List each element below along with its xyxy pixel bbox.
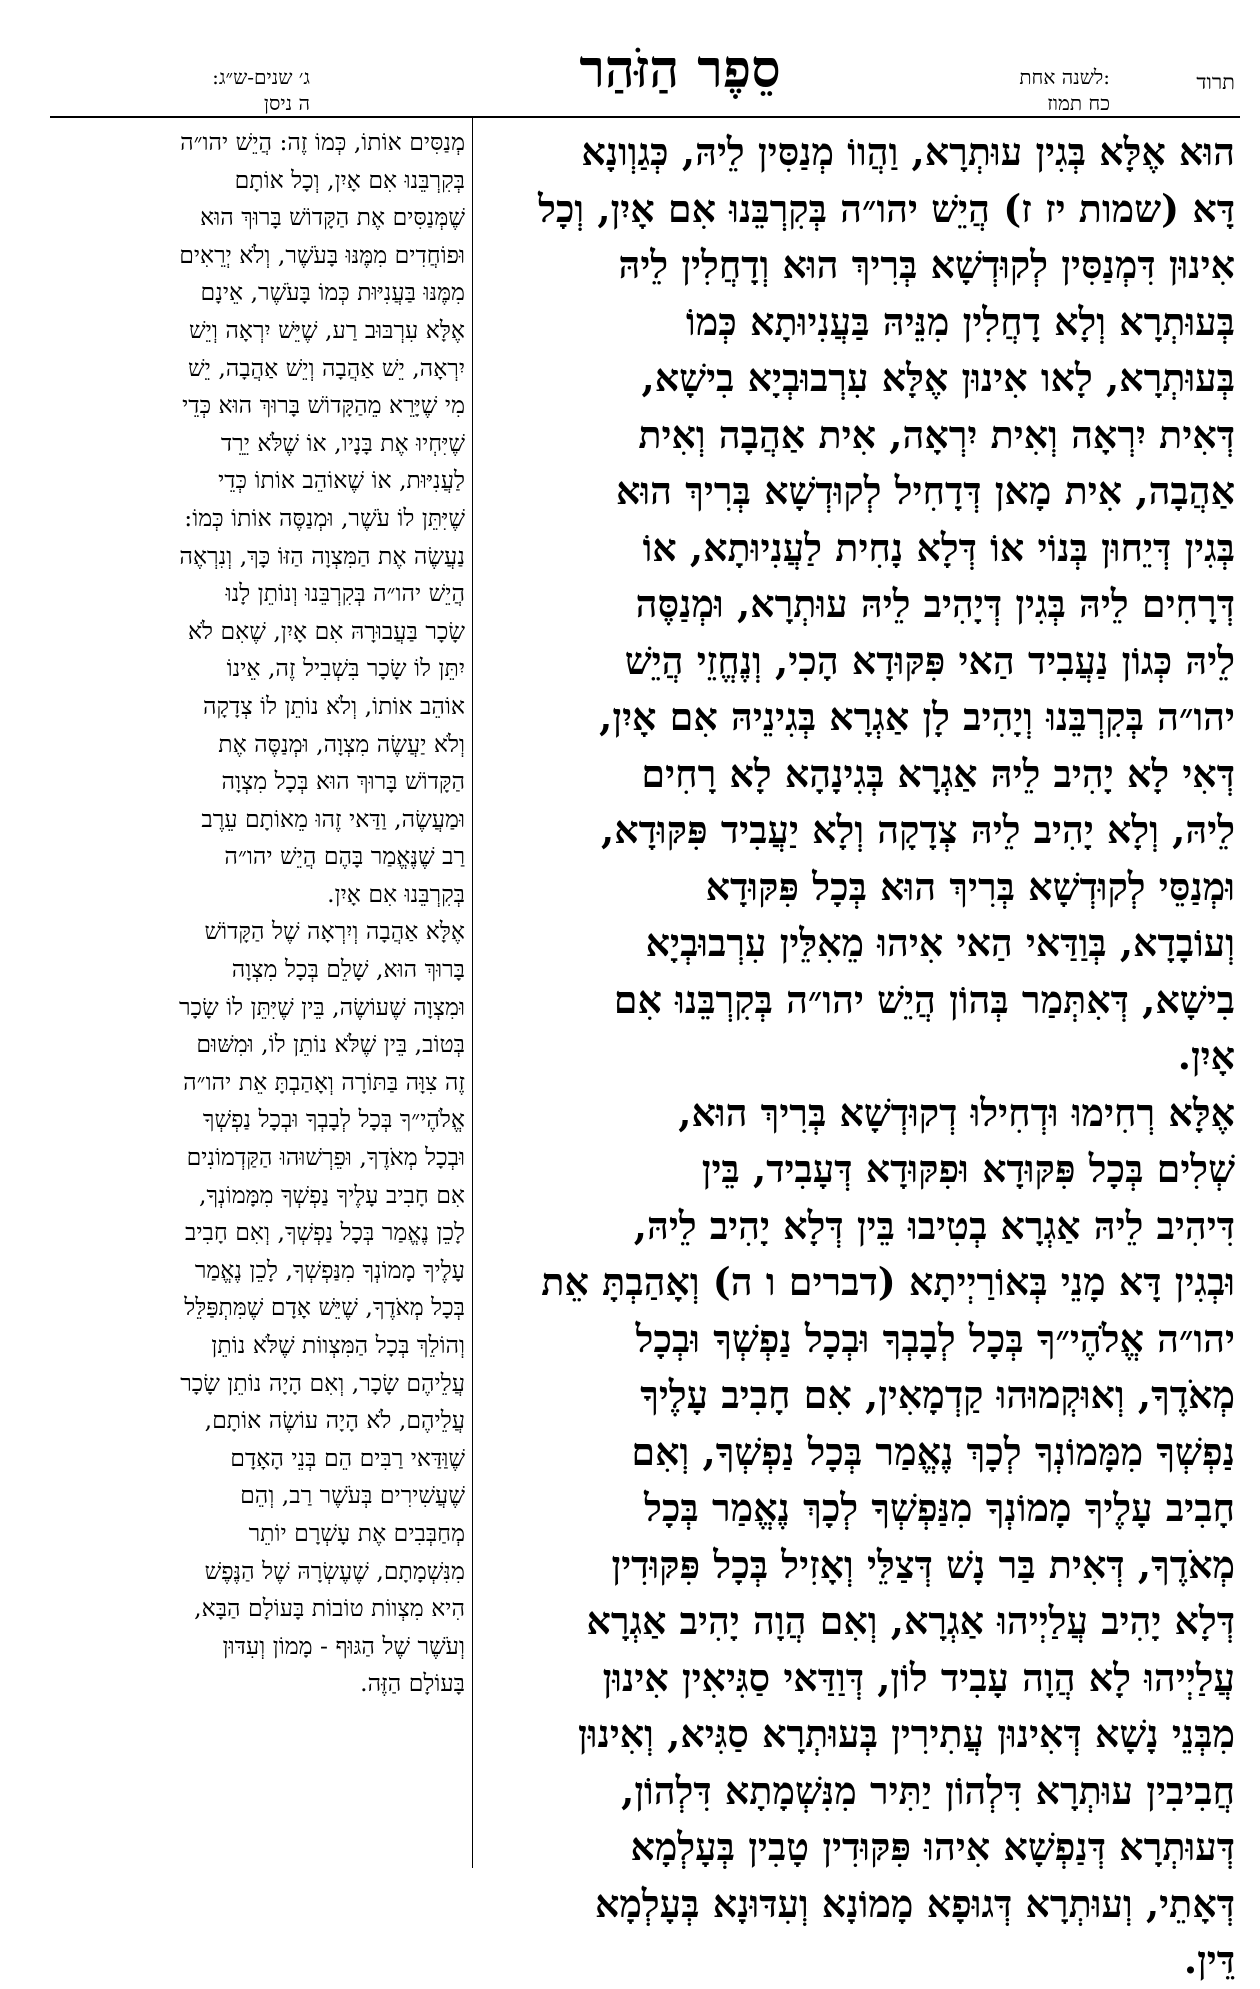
hebrew-translation-line: עָלֶיךָ מָמוֹנְךָ מִנַּפְשְׁךָ, לָכֵן נֶאֱמַר bbox=[194, 1255, 465, 1284]
hebrew-translation-line: שֶׁוַּדַּאי רַבִּים הֵם בְּנֵי הָאָדָם bbox=[230, 1443, 465, 1472]
hebrew-translation-line: בְּקִרְבֵּנוּ אִם אָיִן. bbox=[327, 879, 465, 908]
hebrew-translation-line: בָּרוּךְ הוּא, שָׁלֵם בְּכָל מִצְוָה bbox=[231, 955, 465, 984]
hebrew-translation-line: עֲלֵיהֶם, לֹא הָיָה עוֹשֶׂה אוֹתָם, bbox=[204, 1406, 465, 1435]
aramaic-text-column bbox=[480, 124, 1235, 1982]
hebrew-translation-line: מִי שֶׁיָּרֵא מֵהַקָּדוֹשׁ בָּרוּךְ הוּא כְּדֵי bbox=[182, 391, 465, 420]
daily-schedule bbox=[940, 64, 1110, 116]
aramaic-text-line: מְאֹדֶךָ, דְּאִית בַּר נָשׁ דְּצַלֵּי וְאָזִיל בְּכָל פִּקּוּדִין bbox=[611, 1541, 1235, 1587]
hebrew-translation-line: וּפוֹחֲדִים מִמֶּנּוּ בָּעֹשֶׁר, וְלֹא יְרֵאִים bbox=[179, 240, 465, 269]
hebrew-translation-line: וּמִצְוָה שֶׁעוֹשֶׂה, בֵּין שֶׁיִּתֵּן לוֹ שָׂכָר bbox=[179, 992, 465, 1021]
hebrew-translation-line: יִרְאָה, יֵשׁ אַהֲבָה וְיֵשׁ אַהֲבָה, יֵשׁ bbox=[188, 353, 465, 382]
hebrew-translation-line: בְּכָל מְאֹדֶךָ, שֶׁיֵּשׁ אָדָם שֶׁמִּתְפַּלֵּל bbox=[184, 1293, 465, 1322]
hebrew-translation-line: אֶלָּא עִרְבּוּב רַע, שֶׁיֵּשׁ יִרְאָה וְיֵשׁ bbox=[189, 315, 465, 344]
hebrew-translation-line: לַעֲנִיּוּת, אוֹ שֶׁאוֹהֵב אוֹתוֹ כְּדֵי bbox=[218, 466, 465, 495]
yearly-schedule bbox=[50, 64, 310, 116]
hebrew-translation-line: שָׂכָר בַּעֲבוּרָהּ אִם אָיִן, שֶׁאִם לֹא bbox=[187, 616, 465, 645]
hebrew-translation-line: בְּקִרְבֵּנוּ אִם אָיִן, וְכָל אוֹתָם bbox=[234, 165, 465, 194]
aramaic-text-line: דְּרָחִים לֵיהּ בְּגִין דְּיָהִיב לֵיהּ עוּתְרָא, וּמְנַסֶּה bbox=[635, 581, 1235, 626]
hebrew-translation-line: נַעֲשֶׂה אֶת הַמִּצְוָה הַזּוֹ כָּךְ, וְנִרְאֶה bbox=[179, 541, 465, 570]
aramaic-text-line: לֵיהּ, וְלָא יָהִיב לֵיהּ צְדָקָה וְלָא יַעֲבִיד פִּקּוּדָא, bbox=[601, 807, 1235, 852]
hebrew-translation-line: אֱלֹהֶי״ךָ בְּכָל לְבָבְךָ וּבְכָל נַפְשְׁךָ bbox=[202, 1105, 465, 1134]
hebrew-translation-column bbox=[150, 124, 465, 1864]
page-reference: תרוד bbox=[1196, 70, 1235, 94]
aramaic-text-line: אֶלָּא רְחִימוּ וּדְחִילוּ דְקוּדְשָׁא בְּרִיךְ הוּא, bbox=[678, 1089, 1235, 1135]
header-rule bbox=[50, 116, 1240, 118]
aramaic-text-line: דָּא (שמות יז ז) הֲיֵשׁ יהו״ה בְּקִרְבֵּנוּ אִם אָיִן, וְכָל bbox=[538, 185, 1235, 231]
hebrew-translation-line: בְּטוֹב, בֵּין שֶׁלֹּא נוֹתֵן לוֹ, וּמִשּׁוּם bbox=[196, 1030, 465, 1059]
aramaic-text-line: דְּאָתֵי, וְעוּתְרָא דְּגוּפָא מָמוֹנָא וְעִדּוּנָא בְּעָלְמָא bbox=[594, 1880, 1235, 1926]
hebrew-translation-line: וּמַעֲשֶׂה, וַדַּאי זֶהוּ מֵאוֹתָם עֵרֶב bbox=[201, 804, 465, 833]
aramaic-text-line: אִינוּן דִּמְנַסִּין לְקוּדְשָׁא בְּרִיךְ הוּא וְדָחֲלִין לֵיהּ bbox=[618, 242, 1235, 287]
aramaic-text-line: בִישָׁא, דְּאִתְּמַר בְּהוֹן הֲיֵשׁ יהו״ה בְּקִרְבֵּנוּ אִם bbox=[613, 976, 1235, 1022]
aramaic-text-line: מִבְּנֵי נָשָׁא דְּאִינוּן עֲתִירִין בְּעוּתְרָא סַגִּיא, וְאִינוּן bbox=[578, 1711, 1235, 1756]
aramaic-text-line: וּבְגִין דָּא מָנֵי בְּאוֹרַיְיתָא (דברים ו ה) וְאָהַבְתָּ אֵת bbox=[541, 1259, 1235, 1304]
hebrew-translation-line: אוֹהֵב אוֹתוֹ, וְלֹא נוֹתֵן לוֹ צְדָקָה bbox=[202, 691, 465, 720]
aramaic-text-line: עֲלַיְיהוּ לָא הֲוָה עָבִיד לוֹן, דְּוַדַּאי סַגִּיאִין אִינוּן bbox=[602, 1654, 1235, 1700]
hebrew-translation-line: אִם חָבִיב עָלֶיךָ נַפְשְׁךָ מִמָּמוֹנְךָ, bbox=[199, 1180, 465, 1209]
aramaic-text-line: מְאֹדֶךָ, וְאוּקְמוּהוּ קַדְמָאִין, אִם חָבִיב עָלֶיךָ bbox=[640, 1372, 1235, 1417]
aramaic-text-line: חָבִיב עָלֶיךָ מָמוֹנְךָ מִנַּפְשְׁךָ לְכָךְ נֶאֱמַר בְּכָל bbox=[644, 1485, 1235, 1530]
hebrew-translation-line: הֲיֵשׁ יהו״ה בְּקִרְבֵּנוּ וְנוֹתֵן לָנוּ bbox=[225, 579, 465, 608]
hebrew-translation-line: זֶה צִוָּה בַּתּוֹרָה וְאָהַבְתָּ אֵת יהו״ה bbox=[183, 1067, 465, 1096]
hebrew-translation-line: וְהוֹלֵךְ בְּכָל הַמִּצְווֹת שֶׁלֹּא נוֹתֵן bbox=[211, 1331, 465, 1359]
hebrew-translation-line: עֲלֵיהֶם שָׂכָר, וְאִם הָיָה נוֹתֵן שָׂכָר bbox=[180, 1368, 465, 1397]
hebrew-translation-line: מְחַבְּבִים אֶת עָשְׁרָם יוֹתֵר bbox=[248, 1518, 465, 1547]
hebrew-translation-line: הִיא מִצְווֹת טוֹבוֹת בָּעוֹלָם הַבָּא, bbox=[194, 1594, 465, 1623]
aramaic-text-line: הוּא אֶלָּא בְּגִין עוּתְרָא, וַהֲווֹ מְנַסִּין לֵיהּ, כְּגַוְונָא bbox=[581, 129, 1235, 174]
hebrew-translation-line: וְעֹשֶׁר שֶׁל הַגּוּף - מָמוֹן וְעִדּוּן bbox=[222, 1631, 465, 1660]
aramaic-text-line: דֵּין. bbox=[1183, 1937, 1235, 1982]
aramaic-text-line: יהו״ה בְּקִרְבֵּנוּ וְיָהִיב לָן אַגְרָא בְּגִינֵיהּ אִם אָיִן, bbox=[599, 694, 1235, 739]
hebrew-translation-line: שֶׁיִּתֵּן לוֹ עֹשֶׁר, וּמְנַסֶּה אוֹתוֹ כְּמוֹ: bbox=[184, 503, 465, 532]
aramaic-text-line: וּמְנַסֵּי לְקוּדְשָׁא בְּרִיךְ הוּא בְּכָל פִּקּוּדָא bbox=[705, 863, 1235, 909]
aramaic-text-line: דְּאִית יִרְאָה וְאִית יִרְאָה, אִית אַהֲבָה וְאִית bbox=[638, 411, 1235, 457]
hebrew-translation-line: אֶלָּא אַהֲבָה וְיִרְאָה שֶׁל הַקָּדוֹשׁ bbox=[204, 917, 465, 946]
hebrew-translation-line: רַב שֶׁנֶּאֱמַר בָּהֶם הֲיֵשׁ יהו״ה bbox=[224, 842, 465, 871]
aramaic-text-line: דְּאִי לָא יָהִיב לֵיהּ אַגְרָא בְּגִינָהָא לָא רָחִים bbox=[641, 750, 1235, 796]
hebrew-translation-line: הַקָּדוֹשׁ בָּרוּךְ הוּא בְּכָל מִצְוָה bbox=[221, 767, 465, 796]
aramaic-text-line: בְּעוּתְרָא, לָאו אִינוּן אֶלָּא עִרְבוּבְיָא בִישָׁא, bbox=[641, 355, 1235, 400]
hebrew-translation-line: וּבְכָל מְאֹדֶךָ, וּפֵרְשׁוּהוּ הַקַּדְמוֹנִים bbox=[186, 1143, 465, 1172]
year-line-1: ג׳ שנים-ש״ג: bbox=[212, 65, 310, 89]
hebrew-translation-line: שֶׁעֲשִׁירִים בְּעֹשֶׁר רַב, וְהֵם bbox=[240, 1481, 465, 1510]
hebrew-translation-line: וְלֹא יַעֲשֶׂה מִצְוָה, וּמְנַסֶּה אֶת bbox=[218, 729, 465, 758]
hebrew-translation-line: יִתֵּן לוֹ שָׂכָר בִּשְׁבִיל זֶה, אֵינוֹ bbox=[226, 654, 465, 683]
aramaic-text-line: דְּלָא יָהִיב עֲלַיְיהוּ אַגְרָא, וְאִם הֲוָה יָהִיב אַגְרָא bbox=[586, 1598, 1235, 1643]
aramaic-text-line: נַפְשְׁךָ מִמָּמוֹנְךָ לְכָךְ נֶאֱמַר בְּכָל נַפְשְׁךָ, וְאִם bbox=[631, 1428, 1235, 1474]
hebrew-translation-line: שֶׁמְּנַסִּים אֶת הַקָּדוֹשׁ בָּרוּךְ הוּא bbox=[200, 203, 465, 232]
aramaic-text-line: בְּעוּתְרָא וְלָא דָחֲלִין מִנֵּיהּ בַּעֲנִיוּתָא כְּמוֹ bbox=[686, 298, 1235, 344]
hebrew-translation-line: מִמֶּנּוּ בַּעֲנִיּוּת כְּמוֹ בָּעֹשֶׁר, אֵינָם bbox=[200, 278, 465, 307]
column-divider bbox=[472, 118, 473, 1868]
book-title: סֵפֶר הַזֹּהַר bbox=[579, 39, 781, 100]
hebrew-translation-line: לָכֵן נֶאֱמַר בְּכָל נַפְשְׁךָ, וְאִם חָבִיב bbox=[185, 1218, 465, 1247]
aramaic-text-line: דִּיהִיב לֵיהּ אַגְרָא בְטִיבוּ בֵּין דְּלָא יָהִיב לֵיהּ, bbox=[633, 1202, 1235, 1248]
year-line-2: ה ניסן bbox=[263, 91, 310, 115]
schedule-line-2: כח תמוז bbox=[1047, 91, 1110, 115]
aramaic-text-line: בְּגִין דְּיֵחוּן בְּנוֹי אוֹ דְּלָא נָחִית לַעֲנִיוּתָא, אוֹ bbox=[642, 524, 1235, 570]
aramaic-text-line: יהו״ה אֱלֹהֶי״ךָ בְּכָל לְבָבְךָ וּבְכָל נַפְשְׁךָ וּבְכָל bbox=[635, 1315, 1235, 1361]
aramaic-text-line: לֵיהּ כְּגוֹן נַעֲבִיד הַאי פִּקּוּדָא הָכִי, וְנֶחֱזֵי הֲיֵשׁ bbox=[624, 637, 1235, 683]
hebrew-translation-line: שֶׁיִּחְיוּ אֶת בָּנָיו, אוֹ שֶׁלֹּא יֵרֵד bbox=[220, 428, 465, 457]
aramaic-text-line: אַהֲבָה, אִית מָאן דְּדָחִיל לְקוּדְשָׁא בְּרִיךְ הוּא bbox=[616, 468, 1235, 513]
aramaic-text-line: שְׁלִים בְּכָל פִּקּוּדָא וּפִקּוּדָא דְּעָבִיד, בֵּין bbox=[701, 1146, 1235, 1191]
page-header bbox=[0, 0, 1260, 120]
aramaic-text-line: חֲבִיבִין עוּתְרָא דִּלְהוֹן יַתִּיר מִנִּשְׁמָתָא דִּלְהוֹן, bbox=[621, 1767, 1235, 1813]
schedule-line-1: לשנה אחת: bbox=[1019, 65, 1110, 89]
aramaic-text-line: וְעוֹבָדָא, בְּוַדַּאי הַאי אִיהוּ מֵאִלֵּין עִרְבוּבְיָא bbox=[645, 920, 1235, 965]
hebrew-translation-line: בָּעוֹלָם הַזֶּה. bbox=[360, 1669, 465, 1698]
aramaic-text-line: דְּעוּתְרָא דְּנַפְשָׁא אִיהוּ פִּקּוּדִין טָבִין בְּעָלְמָא bbox=[630, 1824, 1235, 1869]
aramaic-text-line: אָיִן. bbox=[1177, 1033, 1235, 1078]
hebrew-translation-line: מִנִּשְׁמָתָם, שֶׁעֶשְׂרָהּ שֶׁל הַנֶּפֶשׁ bbox=[204, 1556, 465, 1585]
hebrew-translation-line: מְנַסִּים אוֹתוֹ, כְּמוֹ זֶה: הֲיֵשׁ יהו״ה bbox=[180, 128, 465, 156]
